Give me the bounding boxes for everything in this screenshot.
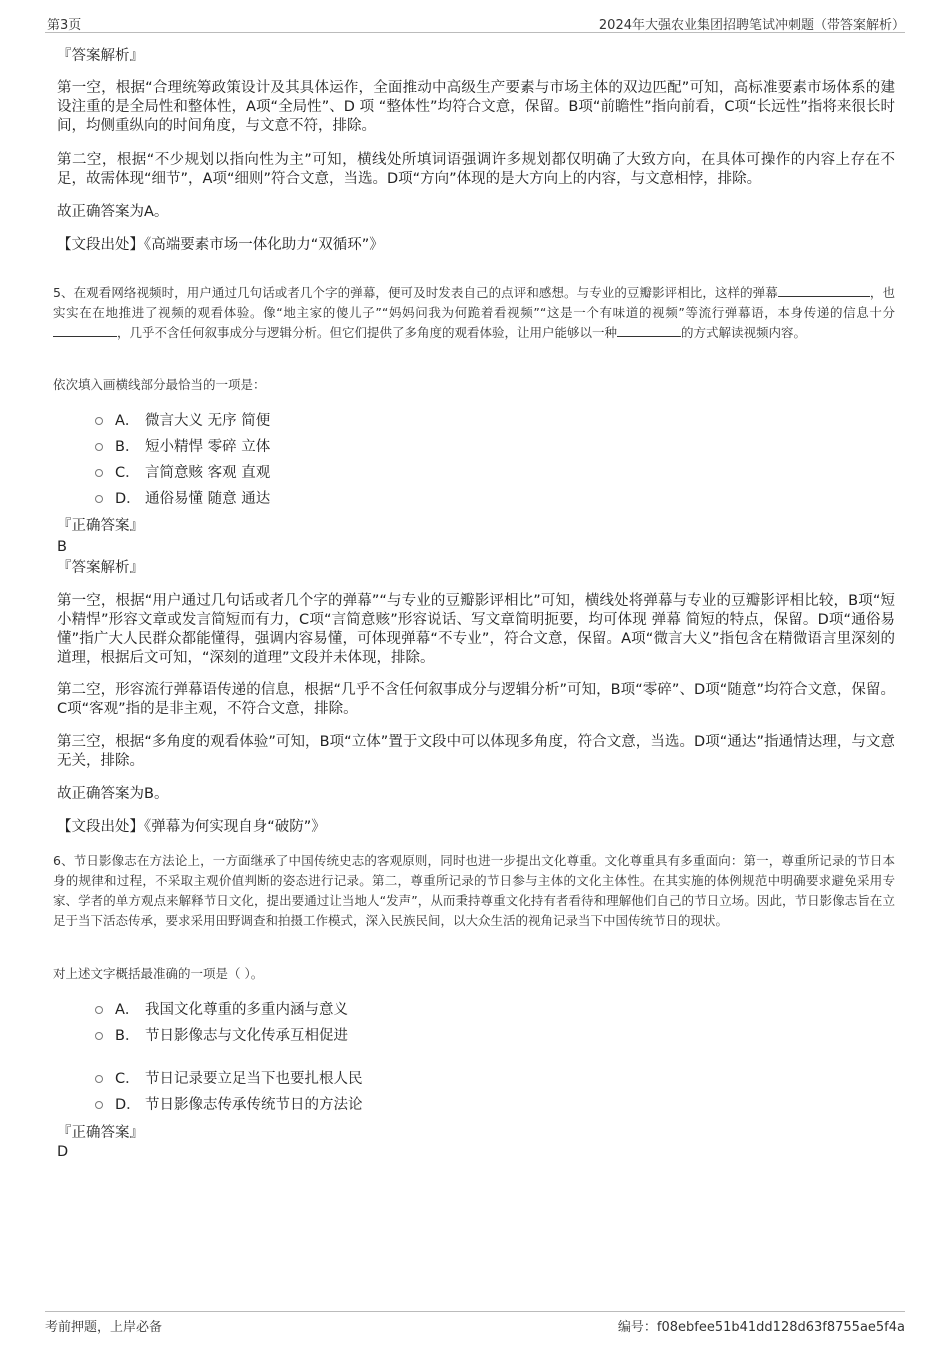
page-header xyxy=(45,12,905,33)
q6-prompt: 对上述文字概括最准确的一项是（ ）。 xyxy=(53,966,264,981)
q4-source: 【文段出处】《高端要素市场一体化助力“双循环”》 xyxy=(57,237,384,253)
radio-icon[interactable] xyxy=(95,495,103,503)
radio-icon[interactable] xyxy=(95,1075,103,1083)
blank-3 xyxy=(617,324,681,337)
q4-conclusion: 故正确答案为A。 xyxy=(57,204,169,220)
q5-stem: 5、在观看网络视频时，用户通过几句话或者几个字的弹幕，便可及时发表自己的点评和感想。与专业的豆瓣影评相比，这样的弹幕 ，也实实在在地推进了视频的观看体验。像“地主家的傻儿子”“妈妈问我为何跪着看视频”“这是一个有味道的视频”等流行弹幕语，本身传递的信息十分，几乎不含任何叙事成分与逻辑分析。但它们提供了多角度的观看体验，让用户能够以一种 的方式解读视频内容。 xyxy=(53,285,895,340)
radio-icon[interactable] xyxy=(95,1006,103,1014)
radio-icon[interactable] xyxy=(95,1032,103,1040)
q5-analysis-p3: 第三空，根据“多角度的观看体验”可知，B项“立体”置于文段中可以体现多角度，符合文意，当选。D项“通达”指通情达理，与文意无关，排除。 xyxy=(57,734,895,769)
radio-icon[interactable] xyxy=(95,1101,103,1109)
q4-analysis-p1: 第一空，根据“合理统筹政策设计及其具体运作，全面推动中高级生产要素与市场主体的双边匹配”可知，高标准要素市场体系的建设注重的是全局性和整体性，A项“全局性”、D 项 “整体性”均符合文意，保留。B项“前瞻性”指向前看，C项“长远性”指将来很长时间，均侧重纵向的时间角度，与文意不符，排除。 xyxy=(57,80,895,134)
document-code: 编号：f08ebfee51b41dd128d63f8755ae5f4a xyxy=(617,1320,905,1335)
blank-1 xyxy=(778,284,870,297)
q6-stem: 6、节日影像志在方法论上，一方面继承了中国传统史志的客观原则，同时也进一步提出文化尊重。文化尊重具有多重面向：第一，尊重所记录的节日本身的规律和过程，不采取主观价值判断的姿态进行记录。第二，尊重所记录的节日参与主体的文化主体性。在其实施的体例规范中明确要求避免采用专家、学者的单方观点来解释节日文化，提出要通过让当地人“发声”，从而秉持尊重文化持有者看待和理解他们自己的节日立场。因此，节日影像志旨在立足于当下活态传承，要求采用田野调查和拍摄工作模式，深入民族民间，以大众生活的视角记录当下中国传统节日的现状。 xyxy=(53,853,895,928)
q5-correct-answer: B xyxy=(57,539,67,555)
radio-icon[interactable] xyxy=(95,469,103,477)
q5-correct-label: 『正确答案』 xyxy=(57,518,144,534)
q6-correct-label: 『正确答案』 xyxy=(57,1125,144,1141)
q5-analysis-p2: 第二空，形容流行弹幕语传递的信息，根据“几乎不含任何叙事成分与逻辑分析”可知，B项“零碎”、D项“随意”均符合文意，保留。C项“客观”指的是非主观，不符合文意，排除。 xyxy=(57,682,895,717)
page-footer xyxy=(45,1311,905,1334)
q6-correct-answer: D xyxy=(57,1144,69,1160)
q5-source: 【文段出处】《弹幕为何实现自身“破防”》 xyxy=(57,819,326,835)
page-number: 第3页 xyxy=(47,18,82,33)
footer-slogan: 考前押题，上岸必备 xyxy=(45,1320,163,1335)
radio-icon[interactable] xyxy=(95,417,103,425)
blank-2 xyxy=(53,324,117,337)
document-title: 2024年大强农业集团招聘笔试冲刺题（带答案解析） xyxy=(598,18,905,33)
q4-analysis-label: 『答案解析』 xyxy=(57,48,144,64)
q5-analysis-p1: 第一空，根据“用户通过几句话或者几个字的弹幕”“与专业的豆瓣影评相比”可知，横线处将弹幕与专业的豆瓣影评相比较，B项“短小精悍”形容文章或发言简短而有力，C项“言简意赅”形容说话、写文章简明扼要，均可体现 弹幕 简短的特点，保留。D项“通俗易懂”指广大人民群众都能懂得，强调内容易懂，可体现弹幕“不专业”，符合文意，保留。A项“微言大义”指包含在精微语言里深刻的道理，根据后文可知，“深刻的道理”文段并未体现，排除。 xyxy=(57,593,895,666)
radio-icon[interactable] xyxy=(95,443,103,451)
q5-conclusion: 故正确答案为B。 xyxy=(57,786,169,802)
q5-prompt: 依次填入画横线部分最恰当的一项是： xyxy=(53,377,266,392)
q5-analysis-label: 『答案解析』 xyxy=(57,560,144,576)
q4-analysis-p2: 第二空，根据“不少规划以指向性为主”可知，横线处所填词语强调许多规划都仅明确了大致方向，在具体可操作的内容上存在不足，故需体现“细节”，A项“细则”符合文意，当选。D项“方向”体现的是大方向上的内容，与文意相悖，排除。 xyxy=(57,152,895,187)
